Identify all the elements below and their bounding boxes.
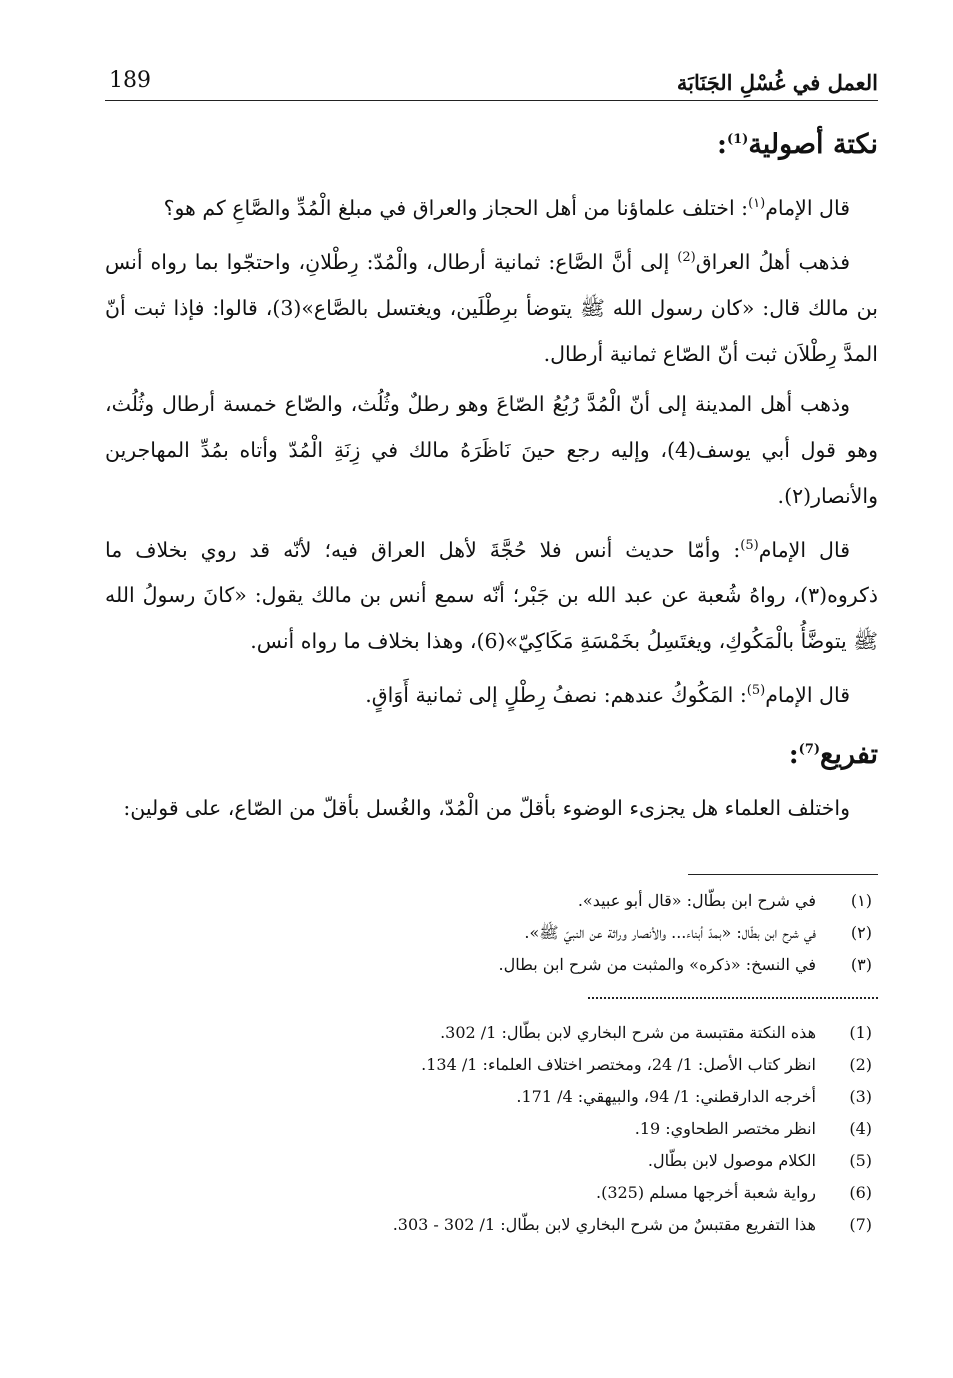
paragraph-body: : اختلف علماؤنا من أهل الحجاز والعراق في مبلغ الْمُدِّ والصَّاعِ كم هو؟ (163, 195, 749, 220)
footnote-text: أخرجه الدارقطني: 1/ 94، والبيهقي: 4/ 171. (516, 1087, 816, 1106)
paragraph-6 (105, 785, 878, 831)
paragraph-lead: وذهب أهل المدينة (694, 391, 850, 416)
footnote-text: في النسخ: «ذكره» والمثبت من شرح ابن بطال. (498, 955, 816, 974)
editor-footnote (105, 1081, 878, 1113)
footnotes-area (105, 874, 878, 1241)
section-heading-tafri (105, 728, 878, 777)
paragraph-body: واختلف العلماء هل يجزىء الوضوء بأقلّ من الْمُدّ، والغُسل بأقلّ من الصّاع، على قولين: (123, 796, 850, 821)
footnote-text: في شرح ابن بطّال: «قال أبو عبيد». (577, 891, 816, 910)
footnote-number: (٢) (850, 923, 872, 942)
editor-footnote (105, 1049, 878, 1081)
main-text (105, 118, 878, 835)
footnote-number: (6) (849, 1183, 872, 1202)
footnote-ref: (7) (798, 742, 821, 758)
footnote-number: (3) (849, 1087, 872, 1106)
paragraph-body: إلى أنَّ الصَّاع: ثمانية أرطال، والْمُدّ: رِطْلانِ، واحتجّوا بما رواه أنس بن مالك قال: «كان رسول الله ﷺ يتوضأ برِطْلَين، ويغتسل بالصَّاع»(3)، قالوا: فإذا ثبت أنّ المدَّ رِطْلاَن ثبت أنّ الصّاع ثمانية أرطال. (105, 249, 878, 366)
paragraph-lead: فذهب أهلُ العراق (695, 249, 850, 274)
paragraph-1 (105, 181, 878, 231)
paragraph-lead: قال الإمام (765, 195, 850, 220)
editor-footnote (105, 1209, 878, 1241)
paragraph-2 (105, 235, 878, 377)
paragraph-lead: قال الإمام (758, 537, 850, 562)
footnote-text: هذا التفريع مقتبسٌ من شرح البخاري لابن بطّال: 1/ 302 - 303. (392, 1215, 816, 1234)
footnote-ref: (5) (740, 537, 759, 553)
heading-colon: : (788, 739, 799, 771)
footnote-number: (4) (849, 1119, 872, 1138)
paragraph-lead: قال الإمام (765, 683, 850, 708)
footnote-ref: (١) (748, 196, 766, 211)
editor-footnote (105, 1017, 878, 1049)
heading-text: نكتة أصولية (748, 129, 878, 160)
footnote-text: رواية شعبة أخرجها مسلم (325). (595, 1183, 816, 1202)
running-header (105, 64, 878, 101)
editor-footnote (105, 1145, 878, 1177)
running-title: العمل في غُسْلِ الجَنَابَة (676, 70, 878, 95)
footnote-number: (١) (850, 891, 872, 910)
footnote-number: (٣) (850, 955, 872, 974)
footnote-ref: (5) (746, 683, 766, 699)
manuscript-footnote (105, 917, 878, 949)
section-heading-nukta (105, 118, 878, 167)
paragraph-4 (105, 523, 878, 665)
dotted-separator (588, 997, 878, 999)
footnote-number: (5) (849, 1151, 872, 1170)
footnote-text: انظر مختصر الطحاوي: 19. (634, 1119, 816, 1138)
footnote-number: (1) (849, 1023, 872, 1042)
footnote-rule (688, 874, 878, 875)
heading-text: تفريع (820, 739, 878, 771)
paragraph-body: إلى أنّ الْمُدَّ رُبُعُ الصّاعَ وهو رطلٌ وثُلُث، والصّاع خمسة أرطال وثُلُث، وهو قول أبي يوسف(4)، وإليه رجع حينَ نَاظَرَهُ مالك في زِنَةِ الْمُدّ وأتاه بمُدِّ المهاجرين والأنصار(٢). (105, 391, 878, 508)
paragraph-3 (105, 381, 878, 519)
heading-colon: : (716, 129, 727, 160)
footnote-ref: (2) (677, 249, 696, 265)
paragraph-5 (105, 668, 878, 718)
footnote-text: هذه النكتة مقتبسة من شرح البخاري لابن بطّال: 1/ 302. (440, 1023, 816, 1042)
footnote-text: في شرح ابن بطّال: «بمدّ أبناء... والأنصار وراثة عن النبيّ ﷺ». (524, 923, 816, 942)
footnote-text: انظر كتاب الأصل: 1/ 24، ومختصر اختلاف العلماء: 1/ 134. (421, 1055, 816, 1074)
page-number: 189 (109, 68, 151, 93)
footnote-number: (2) (849, 1055, 872, 1074)
manuscript-footnote (105, 885, 878, 917)
manuscript-footnote (105, 949, 878, 981)
paragraph-body: : المَكُوكُ عندهم: نصفُ رِطْلٍ إلى ثمانية أَوَاقٍ. (365, 683, 747, 708)
editor-footnote (105, 1113, 878, 1145)
editor-footnote (105, 1177, 878, 1209)
footnote-number: (7) (849, 1215, 872, 1234)
footnote-ref: (1) (726, 132, 749, 147)
footnote-text: الكلام موصول لابن بطّال. (647, 1151, 816, 1170)
paragraph-body: : وأمّا حديث أنس فلا حُجَّةَ لأهل العراق فيه؛ لأنّه قد روي بخلاف ما ذكروه(٣)، رواهُ شُعبة عن عبد الله بن جَبْر؛ أنّه سمع أنس بن مالك يقول: «كانَ رسولُ الله ﷺ يتوضَّأُ بالْمَكُوكِ، ويغتَسِلُ بخَمْسَةِ مَكَاكِيّ»(6)، وهذا بخلاف ما رواه أنس. (105, 537, 878, 654)
